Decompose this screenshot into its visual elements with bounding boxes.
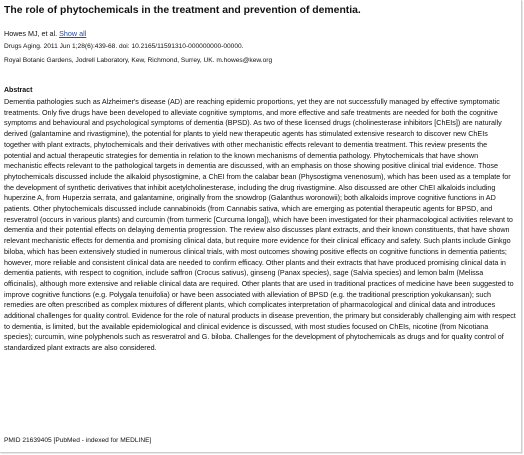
show-all-authors-link[interactable]: Show all [59,29,87,38]
citation: Drugs Aging. 2011 Jun 1;28(6):439-68. doi: 10.2165/11591310-000000000-00000. [4,43,244,50]
authors-text: Howes MJ, et al. [4,29,58,38]
article-title: The role of phytochemicals in the treatment and prevention of dementia. [4,5,361,16]
affiliation: Royal Botanic Gardens, Jodrell Laboratory, Kew, Richmond, Surrey, UK. m.howes@kew.org [4,57,273,64]
pmid-line: PMID 21639405 [PubMed - indexed for MEDLINE] [4,437,152,444]
abstract-heading: Abstract [4,87,33,94]
abstract-text: Dementia pathologies such as Alzheimer's disease (AD) are reaching epidemic proportions, yet they are not successfully managed by effective symptomatic treatments. Only five drugs have been developed to alleviate cognitive symptoms, and more effective and safe treatments are needed for both the cognitive symptoms and behavioural and psychological symptoms of dementia (BPSD). As two of these licensed drugs (cholinesterase inhibitors [ChEIs]) are naturally derived (galantamine and rivastigmine), the potential for plants to yield new therapeutic agents has stimulated extensive research to discover new ChEIs together with plant extracts, phytochemicals and their derivatives with other mechanistic effects relevant to dementia treatment. This review presents the potential and actual therapeutic strategies for dementia in relation to the known mechanisms of dementia pathology. Phytochemicals that have shown mechanistic effects relevant to the pathological targets in dementia are discussed, with an emphasis on those showing positive clinical trial evidence. Those phytochemicals discussed include the alkaloid physostigmine, a ChEI from the calabar bean (Physostigma venenosum), which has been used as a template for the development of synthetic derivatives that inhibit acetylcholinesterase, including the drug rivastigmine. Also discussed are other ChEI alkaloids including huperzine A, from Huperzia serrata, and galantamine, originally from the snowdrop (Galanthus woronowii); both alkaloids improve cognitive functions in AD patients. Other phytochemicals discussed include cannabinoids (from Cannabis sativa, which are emerging as potential therapeutic agents for BPSD, and resveratrol (occurs in various plants) and curcumin (from turmeric [Curcuma longa]), which have been investigated for their pharmacological activities relevant to dementia and their potential effects on delaying dementia progression. The review also discusses plant extracts, and their known constituents, that have shown relevant mechanistic effects for dementia and promising clinical data, but require more evidence for their clinical efficacy and safety. Such plants include Ginkgo biloba, which has been extensively studied in numerous clinical trials, with most outcomes showing positive effects on cognitive functions in dementia patients; however, more reliable and consistent clinical data are needed to confirm efficacy. Other plants and their extracts that have produced promising clinical data in dementia patients, with respect to cognition, include saffron (Crocus sativus), ginseng (Panax species), sage (Salvia species) and lemon balm (Melissa officinalis), although more extensive and reliable clinical data are required. Other plants that are used in traditional practices of medicine have been suggested to improve cognitive functions (e.g. Polygala tenuifolia) or have been associated with alleviation of BPSD (e.g. the traditional prescription yokukansan); such remedies are often prescribed as complex mixtures of different plants, which complicates interpretation of pharmacological and clinical data and introduces additional challenges for quality control. Evidence for the role of natural products in disease prevention, the primary but considerably challenging aim with respect to dementia, is limited, but the available epidemiological and clinical evidence is discussed, with most studies focused on ChEIs, nicotine (from Nicotiana species); curcumin, wine polyphenols such as resveratrol and G. biloba. Challenges for the development of phytochemicals as drugs and for quality control of standardized plant extracts are also considered. [4,97,516,353]
authors-line [4,29,521,39]
